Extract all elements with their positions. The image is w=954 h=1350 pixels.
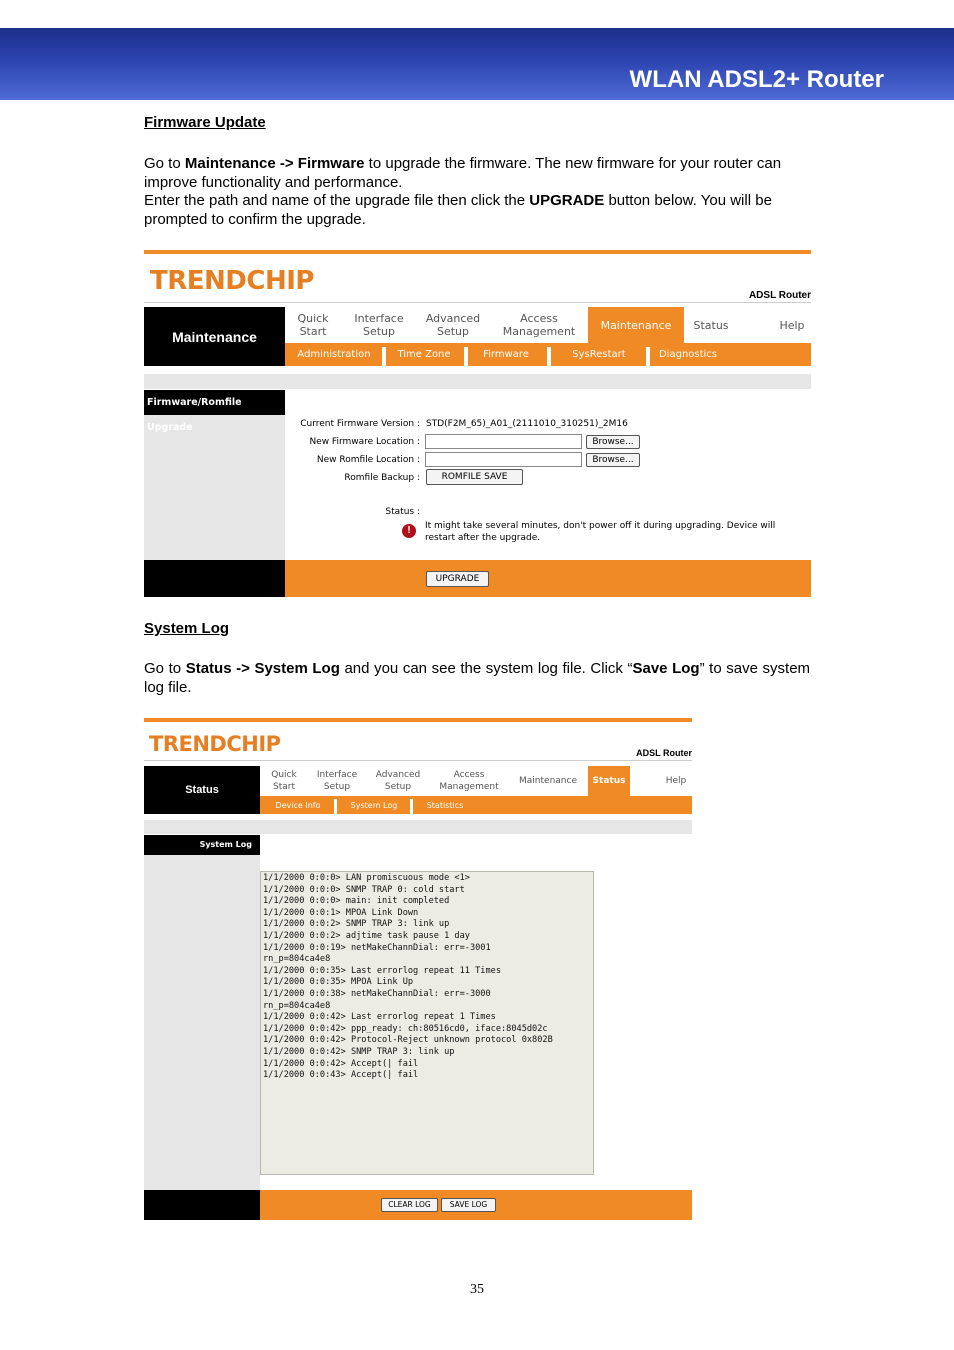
rom-backup-label: Romfile Backup : <box>344 473 420 483</box>
subtab-firmware[interactable]: Firmware <box>483 349 529 360</box>
new-fw-path-input[interactable] <box>425 434 582 449</box>
model-label: ADSL Router <box>636 748 692 758</box>
tab-status[interactable]: Status <box>588 766 630 796</box>
log-line: 1/1/2000 0:0:38> netMakeChannDial: err=-3000 <box>263 988 491 999</box>
subtab-time-zone[interactable]: Time Zone <box>397 349 451 360</box>
tab-maintenance[interactable]: Maintenance <box>519 776 577 786</box>
tab-advanced-setup[interactable]: Advanced Setup <box>425 312 481 338</box>
top-accent-bar <box>144 718 692 722</box>
nav-section-block: Status <box>144 766 260 814</box>
subnav-bar <box>260 796 692 814</box>
text-start: Enter the path and name of the upgrade file then click the <box>144 192 530 209</box>
subnav-separator <box>464 347 468 366</box>
subtab-system-log[interactable]: System Log <box>350 801 398 810</box>
text-mid: and you can see the system log file. Click “ <box>339 660 633 677</box>
model-label: ADSL Router <box>748 290 811 301</box>
subnav-bar <box>285 343 811 366</box>
log-line: rn_p=804ca4e8 <box>263 1000 331 1011</box>
log-line: 1/1/2000 0:0:2> adjtime task pause 1 day <box>263 930 470 941</box>
tab-quick-start[interactable]: Quick Start <box>271 770 297 792</box>
subtab-diagnostics[interactable]: Diagnostics <box>658 349 718 360</box>
tab-interface-setup[interactable]: Interface Setup <box>316 770 358 792</box>
log-line: 1/1/2000 0:0:0> LAN promiscuous mode <1> <box>263 873 470 883</box>
upgrade-button[interactable]: UPGRADE <box>426 571 489 587</box>
tab-access-management[interactable]: Access Management <box>439 770 499 792</box>
subtab-device-info[interactable]: Device Info <box>275 801 321 810</box>
text-menu-path: Maintenance -> Firmware <box>184 155 365 172</box>
log-line: 1/1/2000 0:0:42> SNMP TRAP 3: link up <box>263 1046 455 1057</box>
log-line: 1/1/2000 0:0:42> Last errorlog repeat 1 Times <box>263 1012 496 1023</box>
current-fw-label: Current Firmware Version : <box>300 419 420 429</box>
status-label: Status : <box>385 507 420 517</box>
text-rest: to upgrade the firmware. The new firmware for your router can improve functionality and performance. <box>144 155 782 191</box>
subtab-administration[interactable]: Administration <box>297 349 371 360</box>
current-fw-value: STD(F2M_65)_A01_(2111010_310251)_2M16 <box>426 419 628 429</box>
new-rom-label: New Romfile Location : <box>316 455 420 465</box>
log-line: 1/1/2000 0:0:0> SNMP TRAP 0: cold start <box>263 884 465 895</box>
new-romfile-path-input[interactable] <box>425 452 582 467</box>
tab-interface-setup[interactable]: Interface Setup <box>354 312 404 338</box>
footer-bar <box>285 560 811 597</box>
tab-maintenance[interactable]: Maintenance <box>588 307 684 343</box>
tab-advanced-setup[interactable]: Advanced Setup <box>375 770 421 792</box>
system-log-textarea[interactable] <box>260 871 594 1175</box>
text-button-name: Save Log <box>632 660 700 677</box>
romfile-save-button[interactable]: ROMFILE SAVE <box>426 469 523 485</box>
grey-spacer-bar <box>144 374 811 389</box>
syslog-paragraph <box>144 660 810 697</box>
subtab-sysrestart[interactable]: SysRestart <box>572 349 626 360</box>
firmware-screenshot <box>144 250 811 597</box>
text-go-to: Go to <box>144 155 185 172</box>
log-line: 1/1/2000 0:0:19> netMakeChannDial: err=-3001 <box>263 942 491 953</box>
nav-section-block: Maintenance <box>144 307 285 366</box>
logo-divider <box>144 760 692 761</box>
tab-quick-start[interactable]: Quick Start <box>297 312 329 338</box>
firmware-update-heading: Firmware Update <box>144 114 266 131</box>
warning-icon: ! <box>402 524 416 538</box>
grey-spacer-bar <box>144 820 692 834</box>
trendchip-logo: TRENDCHIP <box>149 732 281 756</box>
subnav-separator <box>382 347 386 366</box>
trendchip-logo: TRENDCHIP <box>150 266 314 296</box>
tab-status[interactable]: Status <box>693 319 729 332</box>
section-label: System Log <box>144 835 260 855</box>
log-line: 1/1/2000 0:0:42> Accept(| fail <box>263 1058 419 1069</box>
footer-left-block <box>144 560 285 597</box>
firmware-paragraph-2 <box>144 192 810 229</box>
text-button-name: UPGRADE <box>529 192 605 209</box>
clear-log-button[interactable]: CLEAR LOG <box>381 1198 438 1212</box>
log-line: 1/1/2000 0:0:42> Protocol-Reject unknown protocol 0x802B <box>263 1035 553 1046</box>
subnav-separator <box>547 347 551 366</box>
firmware-paragraph-1 <box>144 155 810 192</box>
tab-help[interactable]: Help <box>779 319 805 332</box>
log-line: rn_p=804ca4e8 <box>263 954 331 965</box>
subtab-statistics[interactable]: Statistics <box>426 801 464 810</box>
top-accent-bar <box>144 250 811 254</box>
log-line: 1/1/2000 0:0:43> Accept(| fail <box>263 1070 419 1081</box>
log-line: 1/1/2000 0:0:35> MPOA Link Up <box>263 977 414 988</box>
text-rest: ” to save system log file. <box>144 660 811 696</box>
syslog-screenshot <box>144 718 692 1220</box>
subnav-separator <box>410 799 413 814</box>
subnav-separator <box>334 799 337 814</box>
footer-left-block <box>144 1190 260 1220</box>
save-log-button[interactable]: SAVE LOG <box>441 1198 496 1212</box>
section-label: Firmware/Romfile Upgrade <box>144 390 285 415</box>
tab-access-management[interactable]: Access Management <box>502 312 576 338</box>
left-column <box>144 835 260 1190</box>
page-header-title: WLAN ADSL2+ Router <box>629 66 884 93</box>
subnav-separator <box>646 347 650 366</box>
logo-divider <box>144 302 811 303</box>
log-line: 1/1/2000 0:0:42> ppp_ready: ch:80516cd0, iface:8045d02c <box>263 1023 548 1034</box>
text-rest: button below. You will be prompted to confirm the upgrade. <box>144 192 772 228</box>
status-message: It might take several minutes, don't power off it during upgrading. Device will restart after the upgrade. <box>425 521 776 543</box>
log-line: 1/1/2000 0:0:0> main: init completed <box>263 896 450 907</box>
browse-romfile-button[interactable]: Browse... <box>586 453 640 467</box>
tab-help[interactable]: Help <box>665 776 687 786</box>
text-go-to: Go to <box>144 660 186 677</box>
log-line: 1/1/2000 0:0:1> MPOA Link Down <box>263 907 419 918</box>
browse-firmware-button[interactable]: Browse... <box>586 435 640 449</box>
system-log-heading: System Log <box>144 620 230 637</box>
new-fw-label: New Firmware Location : <box>309 437 420 447</box>
log-line: 1/1/2000 0:0:35> Last errorlog repeat 11 Times <box>263 965 501 976</box>
log-line: 1/1/2000 0:0:2> SNMP TRAP 3: link up <box>263 919 450 930</box>
text-menu-path: Status -> System Log <box>185 660 340 677</box>
page-number: 35 <box>470 1282 484 1297</box>
